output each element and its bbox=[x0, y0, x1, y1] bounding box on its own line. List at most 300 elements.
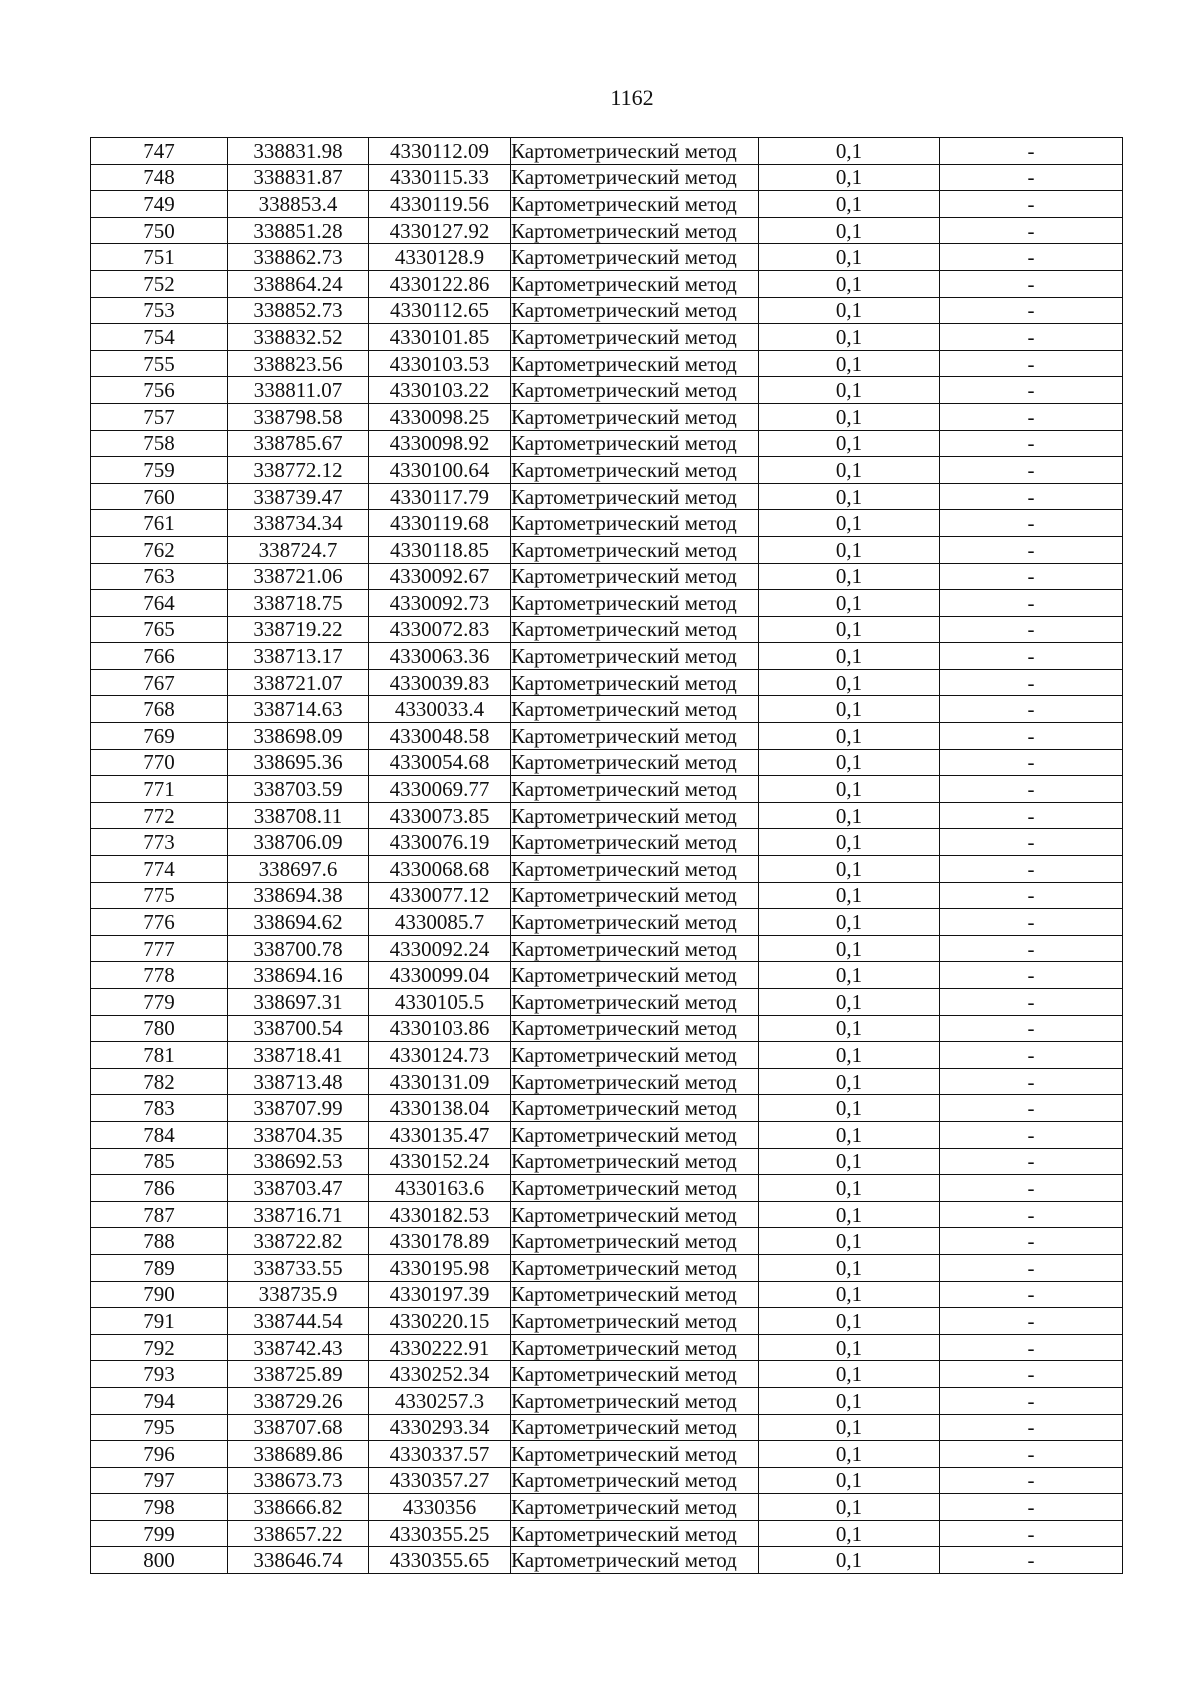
y-coordinate-cell: 4330117.79 bbox=[369, 483, 511, 510]
point-number-cell: 751 bbox=[91, 244, 228, 271]
point-number-cell: 770 bbox=[91, 749, 228, 776]
y-coordinate-cell: 4330105.5 bbox=[369, 989, 511, 1016]
description-cell: - bbox=[940, 1547, 1123, 1574]
accuracy-cell: 0,1 bbox=[759, 297, 940, 324]
y-coordinate-cell: 4330112.65 bbox=[369, 297, 511, 324]
method-cell: Картометрический метод bbox=[511, 1334, 759, 1361]
x-coordinate-cell: 338719.22 bbox=[228, 616, 369, 643]
accuracy-cell: 0,1 bbox=[759, 457, 940, 484]
y-coordinate-cell: 4330039.83 bbox=[369, 669, 511, 696]
method-cell: Картометрический метод bbox=[511, 563, 759, 590]
point-number-cell: 766 bbox=[91, 643, 228, 670]
method-cell: Картометрический метод bbox=[511, 962, 759, 989]
x-coordinate-cell: 338721.06 bbox=[228, 563, 369, 590]
y-coordinate-cell: 4330098.25 bbox=[369, 403, 511, 430]
point-number-cell: 757 bbox=[91, 403, 228, 430]
accuracy-cell: 0,1 bbox=[759, 776, 940, 803]
table-row bbox=[91, 191, 1123, 218]
method-cell: Картометрический метод bbox=[511, 536, 759, 563]
y-coordinate-cell: 4330077.12 bbox=[369, 882, 511, 909]
description-cell: - bbox=[940, 138, 1123, 165]
method-cell: Картометрический метод bbox=[511, 244, 759, 271]
y-coordinate-cell: 4330033.4 bbox=[369, 696, 511, 723]
y-coordinate-cell: 4330197.39 bbox=[369, 1281, 511, 1308]
point-number-cell: 778 bbox=[91, 962, 228, 989]
y-coordinate-cell: 4330257.3 bbox=[369, 1387, 511, 1414]
y-coordinate-cell: 4330355.25 bbox=[369, 1520, 511, 1547]
method-cell: Картометрический метод bbox=[511, 1361, 759, 1388]
y-coordinate-cell: 4330178.89 bbox=[369, 1228, 511, 1255]
y-coordinate-cell: 4330085.7 bbox=[369, 909, 511, 936]
x-coordinate-cell: 338734.34 bbox=[228, 510, 369, 537]
accuracy-cell: 0,1 bbox=[759, 882, 940, 909]
x-coordinate-cell: 338722.82 bbox=[228, 1228, 369, 1255]
accuracy-cell: 0,1 bbox=[759, 1441, 940, 1468]
y-coordinate-cell: 4330054.68 bbox=[369, 749, 511, 776]
accuracy-cell: 0,1 bbox=[759, 616, 940, 643]
accuracy-cell: 0,1 bbox=[759, 1228, 940, 1255]
accuracy-cell: 0,1 bbox=[759, 935, 940, 962]
y-coordinate-cell: 4330135.47 bbox=[369, 1121, 511, 1148]
description-cell: - bbox=[940, 616, 1123, 643]
y-coordinate-cell: 4330252.34 bbox=[369, 1361, 511, 1388]
accuracy-cell: 0,1 bbox=[759, 430, 940, 457]
x-coordinate-cell: 338823.56 bbox=[228, 350, 369, 377]
accuracy-cell: 0,1 bbox=[759, 856, 940, 883]
x-coordinate-cell: 338666.82 bbox=[228, 1494, 369, 1521]
table-row bbox=[91, 138, 1123, 165]
table-row bbox=[91, 1467, 1123, 1494]
table-row bbox=[91, 1095, 1123, 1122]
description-cell: - bbox=[940, 1201, 1123, 1228]
x-coordinate-cell: 338742.43 bbox=[228, 1334, 369, 1361]
point-number-cell: 796 bbox=[91, 1441, 228, 1468]
x-coordinate-cell: 338707.68 bbox=[228, 1414, 369, 1441]
x-coordinate-cell: 338697.6 bbox=[228, 856, 369, 883]
accuracy-cell: 0,1 bbox=[759, 962, 940, 989]
y-coordinate-cell: 4330099.04 bbox=[369, 962, 511, 989]
description-cell: - bbox=[940, 403, 1123, 430]
table-row bbox=[91, 430, 1123, 457]
x-coordinate-cell: 338831.87 bbox=[228, 164, 369, 191]
point-number-cell: 759 bbox=[91, 457, 228, 484]
y-coordinate-cell: 4330048.58 bbox=[369, 723, 511, 750]
description-cell: - bbox=[940, 1254, 1123, 1281]
accuracy-cell: 0,1 bbox=[759, 403, 940, 430]
accuracy-cell: 0,1 bbox=[759, 483, 940, 510]
point-number-cell: 793 bbox=[91, 1361, 228, 1388]
method-cell: Картометрический метод bbox=[511, 1520, 759, 1547]
table-row bbox=[91, 669, 1123, 696]
point-number-cell: 781 bbox=[91, 1042, 228, 1069]
x-coordinate-cell: 338713.48 bbox=[228, 1068, 369, 1095]
method-cell: Картометрический метод bbox=[511, 138, 759, 165]
description-cell: - bbox=[940, 1334, 1123, 1361]
point-number-cell: 782 bbox=[91, 1068, 228, 1095]
accuracy-cell: 0,1 bbox=[759, 1201, 940, 1228]
y-coordinate-cell: 4330073.85 bbox=[369, 802, 511, 829]
accuracy-cell: 0,1 bbox=[759, 1254, 940, 1281]
x-coordinate-cell: 338864.24 bbox=[228, 270, 369, 297]
description-cell: - bbox=[940, 1228, 1123, 1255]
accuracy-cell: 0,1 bbox=[759, 1042, 940, 1069]
x-coordinate-cell: 338694.38 bbox=[228, 882, 369, 909]
accuracy-cell: 0,1 bbox=[759, 350, 940, 377]
point-number-cell: 768 bbox=[91, 696, 228, 723]
description-cell: - bbox=[940, 377, 1123, 404]
x-coordinate-cell: 338739.47 bbox=[228, 483, 369, 510]
point-number-cell: 795 bbox=[91, 1414, 228, 1441]
method-cell: Картометрический метод bbox=[511, 164, 759, 191]
table-row bbox=[91, 510, 1123, 537]
accuracy-cell: 0,1 bbox=[759, 802, 940, 829]
accuracy-cell: 0,1 bbox=[759, 563, 940, 590]
method-cell: Картометрический метод bbox=[511, 217, 759, 244]
description-cell: - bbox=[940, 164, 1123, 191]
table-row bbox=[91, 350, 1123, 377]
description-cell: - bbox=[940, 1175, 1123, 1202]
y-coordinate-cell: 4330119.68 bbox=[369, 510, 511, 537]
table-row bbox=[91, 297, 1123, 324]
accuracy-cell: 0,1 bbox=[759, 1095, 940, 1122]
method-cell: Картометрический метод bbox=[511, 616, 759, 643]
description-cell: - bbox=[940, 324, 1123, 351]
x-coordinate-cell: 338657.22 bbox=[228, 1520, 369, 1547]
x-coordinate-cell: 338697.31 bbox=[228, 989, 369, 1016]
table-row bbox=[91, 244, 1123, 271]
method-cell: Картометрический метод bbox=[511, 270, 759, 297]
method-cell: Картометрический метод bbox=[511, 1467, 759, 1494]
description-cell: - bbox=[940, 829, 1123, 856]
description-cell: - bbox=[940, 483, 1123, 510]
accuracy-cell: 0,1 bbox=[759, 1281, 940, 1308]
description-cell: - bbox=[940, 1042, 1123, 1069]
method-cell: Картометрический метод bbox=[511, 749, 759, 776]
point-number-cell: 780 bbox=[91, 1015, 228, 1042]
y-coordinate-cell: 4330128.9 bbox=[369, 244, 511, 271]
description-cell: - bbox=[940, 1068, 1123, 1095]
x-coordinate-cell: 338716.71 bbox=[228, 1201, 369, 1228]
x-coordinate-cell: 338714.63 bbox=[228, 696, 369, 723]
table-row bbox=[91, 1361, 1123, 1388]
point-number-cell: 748 bbox=[91, 164, 228, 191]
table-row bbox=[91, 643, 1123, 670]
x-coordinate-cell: 338725.89 bbox=[228, 1361, 369, 1388]
table-row bbox=[91, 1547, 1123, 1574]
accuracy-cell: 0,1 bbox=[759, 1467, 940, 1494]
x-coordinate-cell: 338692.53 bbox=[228, 1148, 369, 1175]
accuracy-cell: 0,1 bbox=[759, 1015, 940, 1042]
table-row bbox=[91, 1441, 1123, 1468]
accuracy-cell: 0,1 bbox=[759, 1547, 940, 1574]
description-cell: - bbox=[940, 1441, 1123, 1468]
x-coordinate-cell: 338798.58 bbox=[228, 403, 369, 430]
point-number-cell: 799 bbox=[91, 1520, 228, 1547]
y-coordinate-cell: 4330152.24 bbox=[369, 1148, 511, 1175]
method-cell: Картометрический метод bbox=[511, 377, 759, 404]
method-cell: Картометрический метод bbox=[511, 909, 759, 936]
description-cell: - bbox=[940, 989, 1123, 1016]
point-number-cell: 789 bbox=[91, 1254, 228, 1281]
description-cell: - bbox=[940, 217, 1123, 244]
table-row bbox=[91, 1042, 1123, 1069]
table-row bbox=[91, 563, 1123, 590]
table-row bbox=[91, 1201, 1123, 1228]
point-number-cell: 752 bbox=[91, 270, 228, 297]
x-coordinate-cell: 338785.67 bbox=[228, 430, 369, 457]
x-coordinate-cell: 338689.86 bbox=[228, 1441, 369, 1468]
point-number-cell: 797 bbox=[91, 1467, 228, 1494]
y-coordinate-cell: 4330103.53 bbox=[369, 350, 511, 377]
point-number-cell: 764 bbox=[91, 590, 228, 617]
description-cell: - bbox=[940, 723, 1123, 750]
x-coordinate-cell: 338832.52 bbox=[228, 324, 369, 351]
x-coordinate-cell: 338729.26 bbox=[228, 1387, 369, 1414]
y-coordinate-cell: 4330220.15 bbox=[369, 1308, 511, 1335]
description-cell: - bbox=[940, 1121, 1123, 1148]
description-cell: - bbox=[940, 856, 1123, 883]
accuracy-cell: 0,1 bbox=[759, 164, 940, 191]
accuracy-cell: 0,1 bbox=[759, 191, 940, 218]
table-row bbox=[91, 1175, 1123, 1202]
x-coordinate-cell: 338703.47 bbox=[228, 1175, 369, 1202]
table-row bbox=[91, 590, 1123, 617]
x-coordinate-cell: 338700.78 bbox=[228, 935, 369, 962]
point-number-cell: 758 bbox=[91, 430, 228, 457]
y-coordinate-cell: 4330112.09 bbox=[369, 138, 511, 165]
table-row bbox=[91, 802, 1123, 829]
description-cell: - bbox=[940, 643, 1123, 670]
table-row bbox=[91, 403, 1123, 430]
method-cell: Картометрический метод bbox=[511, 696, 759, 723]
description-cell: - bbox=[940, 962, 1123, 989]
x-coordinate-cell: 338724.7 bbox=[228, 536, 369, 563]
method-cell: Картометрический метод bbox=[511, 1387, 759, 1414]
table-row bbox=[91, 1520, 1123, 1547]
table-row bbox=[91, 1414, 1123, 1441]
method-cell: Картометрический метод bbox=[511, 457, 759, 484]
x-coordinate-cell: 338772.12 bbox=[228, 457, 369, 484]
table-row bbox=[91, 776, 1123, 803]
x-coordinate-cell: 338852.73 bbox=[228, 297, 369, 324]
description-cell: - bbox=[940, 1148, 1123, 1175]
description-cell: - bbox=[940, 749, 1123, 776]
table-row bbox=[91, 457, 1123, 484]
description-cell: - bbox=[940, 1015, 1123, 1042]
method-cell: Картометрический метод bbox=[511, 1308, 759, 1335]
point-number-cell: 747 bbox=[91, 138, 228, 165]
x-coordinate-cell: 338703.59 bbox=[228, 776, 369, 803]
description-cell: - bbox=[940, 802, 1123, 829]
point-number-cell: 775 bbox=[91, 882, 228, 909]
point-number-cell: 777 bbox=[91, 935, 228, 962]
description-cell: - bbox=[940, 1467, 1123, 1494]
y-coordinate-cell: 4330131.09 bbox=[369, 1068, 511, 1095]
y-coordinate-cell: 4330195.98 bbox=[369, 1254, 511, 1281]
accuracy-cell: 0,1 bbox=[759, 244, 940, 271]
y-coordinate-cell: 4330124.73 bbox=[369, 1042, 511, 1069]
x-coordinate-cell: 338862.73 bbox=[228, 244, 369, 271]
accuracy-cell: 0,1 bbox=[759, 1494, 940, 1521]
y-coordinate-cell: 4330100.64 bbox=[369, 457, 511, 484]
description-cell: - bbox=[940, 191, 1123, 218]
method-cell: Картометрический метод bbox=[511, 1441, 759, 1468]
point-number-cell: 786 bbox=[91, 1175, 228, 1202]
coordinates-table-body bbox=[91, 138, 1123, 1574]
table-row bbox=[91, 164, 1123, 191]
x-coordinate-cell: 338718.41 bbox=[228, 1042, 369, 1069]
table-row bbox=[91, 1254, 1123, 1281]
method-cell: Картометрический метод bbox=[511, 1121, 759, 1148]
point-number-cell: 784 bbox=[91, 1121, 228, 1148]
method-cell: Картометрический метод bbox=[511, 1228, 759, 1255]
y-coordinate-cell: 4330103.22 bbox=[369, 377, 511, 404]
description-cell: - bbox=[940, 669, 1123, 696]
description-cell: - bbox=[940, 536, 1123, 563]
y-coordinate-cell: 4330092.67 bbox=[369, 563, 511, 590]
y-coordinate-cell: 4330182.53 bbox=[369, 1201, 511, 1228]
y-coordinate-cell: 4330355.65 bbox=[369, 1547, 511, 1574]
method-cell: Картометрический метод bbox=[511, 350, 759, 377]
point-number-cell: 761 bbox=[91, 510, 228, 537]
accuracy-cell: 0,1 bbox=[759, 669, 940, 696]
accuracy-cell: 0,1 bbox=[759, 723, 940, 750]
description-cell: - bbox=[940, 1414, 1123, 1441]
accuracy-cell: 0,1 bbox=[759, 1148, 940, 1175]
method-cell: Картометрический метод bbox=[511, 1494, 759, 1521]
description-cell: - bbox=[940, 1494, 1123, 1521]
table-row bbox=[91, 1228, 1123, 1255]
table-row bbox=[91, 829, 1123, 856]
y-coordinate-cell: 4330101.85 bbox=[369, 324, 511, 351]
table-row bbox=[91, 882, 1123, 909]
x-coordinate-cell: 338646.74 bbox=[228, 1547, 369, 1574]
y-coordinate-cell: 4330293.34 bbox=[369, 1414, 511, 1441]
y-coordinate-cell: 4330092.73 bbox=[369, 590, 511, 617]
method-cell: Картометрический метод bbox=[511, 191, 759, 218]
accuracy-cell: 0,1 bbox=[759, 643, 940, 670]
point-number-cell: 792 bbox=[91, 1334, 228, 1361]
method-cell: Картометрический метод bbox=[511, 1201, 759, 1228]
point-number-cell: 794 bbox=[91, 1387, 228, 1414]
description-cell: - bbox=[940, 1308, 1123, 1335]
point-number-cell: 756 bbox=[91, 377, 228, 404]
point-number-cell: 754 bbox=[91, 324, 228, 351]
y-coordinate-cell: 4330118.85 bbox=[369, 536, 511, 563]
accuracy-cell: 0,1 bbox=[759, 1361, 940, 1388]
description-cell: - bbox=[940, 1387, 1123, 1414]
table-row bbox=[91, 483, 1123, 510]
method-cell: Картометрический метод bbox=[511, 723, 759, 750]
table-row bbox=[91, 1387, 1123, 1414]
accuracy-cell: 0,1 bbox=[759, 1414, 940, 1441]
method-cell: Картометрический метод bbox=[511, 829, 759, 856]
method-cell: Картометрический метод bbox=[511, 1015, 759, 1042]
point-number-cell: 791 bbox=[91, 1308, 228, 1335]
method-cell: Картометрический метод bbox=[511, 1254, 759, 1281]
table-row bbox=[91, 1334, 1123, 1361]
x-coordinate-cell: 338744.54 bbox=[228, 1308, 369, 1335]
point-number-cell: 763 bbox=[91, 563, 228, 590]
point-number-cell: 788 bbox=[91, 1228, 228, 1255]
y-coordinate-cell: 4330072.83 bbox=[369, 616, 511, 643]
table-row bbox=[91, 723, 1123, 750]
x-coordinate-cell: 338851.28 bbox=[228, 217, 369, 244]
table-row bbox=[91, 696, 1123, 723]
y-coordinate-cell: 4330122.86 bbox=[369, 270, 511, 297]
accuracy-cell: 0,1 bbox=[759, 590, 940, 617]
y-coordinate-cell: 4330076.19 bbox=[369, 829, 511, 856]
x-coordinate-cell: 338718.75 bbox=[228, 590, 369, 617]
point-number-cell: 798 bbox=[91, 1494, 228, 1521]
table-row bbox=[91, 377, 1123, 404]
description-cell: - bbox=[940, 563, 1123, 590]
accuracy-cell: 0,1 bbox=[759, 1520, 940, 1547]
y-coordinate-cell: 4330068.68 bbox=[369, 856, 511, 883]
x-coordinate-cell: 338831.98 bbox=[228, 138, 369, 165]
description-cell: - bbox=[940, 244, 1123, 271]
table-row bbox=[91, 962, 1123, 989]
method-cell: Картометрический метод bbox=[511, 935, 759, 962]
table-row bbox=[91, 1068, 1123, 1095]
method-cell: Картометрический метод bbox=[511, 483, 759, 510]
description-cell: - bbox=[940, 882, 1123, 909]
description-cell: - bbox=[940, 270, 1123, 297]
accuracy-cell: 0,1 bbox=[759, 377, 940, 404]
point-number-cell: 755 bbox=[91, 350, 228, 377]
x-coordinate-cell: 338708.11 bbox=[228, 802, 369, 829]
y-coordinate-cell: 4330092.24 bbox=[369, 935, 511, 962]
accuracy-cell: 0,1 bbox=[759, 1121, 940, 1148]
point-number-cell: 760 bbox=[91, 483, 228, 510]
table-row bbox=[91, 1281, 1123, 1308]
accuracy-cell: 0,1 bbox=[759, 536, 940, 563]
accuracy-cell: 0,1 bbox=[759, 1068, 940, 1095]
y-coordinate-cell: 4330069.77 bbox=[369, 776, 511, 803]
table-row bbox=[91, 935, 1123, 962]
accuracy-cell: 0,1 bbox=[759, 909, 940, 936]
x-coordinate-cell: 338733.55 bbox=[228, 1254, 369, 1281]
point-number-cell: 800 bbox=[91, 1547, 228, 1574]
table-row bbox=[91, 1015, 1123, 1042]
accuracy-cell: 0,1 bbox=[759, 829, 940, 856]
x-coordinate-cell: 338721.07 bbox=[228, 669, 369, 696]
point-number-cell: 749 bbox=[91, 191, 228, 218]
description-cell: - bbox=[940, 350, 1123, 377]
point-number-cell: 772 bbox=[91, 802, 228, 829]
x-coordinate-cell: 338698.09 bbox=[228, 723, 369, 750]
x-coordinate-cell: 338707.99 bbox=[228, 1095, 369, 1122]
accuracy-cell: 0,1 bbox=[759, 1334, 940, 1361]
table-row bbox=[91, 217, 1123, 244]
method-cell: Картометрический метод bbox=[511, 430, 759, 457]
description-cell: - bbox=[940, 1095, 1123, 1122]
table-row bbox=[91, 909, 1123, 936]
accuracy-cell: 0,1 bbox=[759, 217, 940, 244]
table-row bbox=[91, 989, 1123, 1016]
method-cell: Картометрический метод bbox=[511, 802, 759, 829]
x-coordinate-cell: 338704.35 bbox=[228, 1121, 369, 1148]
method-cell: Картометрический метод bbox=[511, 1095, 759, 1122]
method-cell: Картометрический метод bbox=[511, 1414, 759, 1441]
point-number-cell: 753 bbox=[91, 297, 228, 324]
y-coordinate-cell: 4330222.91 bbox=[369, 1334, 511, 1361]
description-cell: - bbox=[940, 935, 1123, 962]
table-row bbox=[91, 324, 1123, 351]
table-row bbox=[91, 856, 1123, 883]
method-cell: Картометрический метод bbox=[511, 882, 759, 909]
method-cell: Картометрический метод bbox=[511, 1148, 759, 1175]
